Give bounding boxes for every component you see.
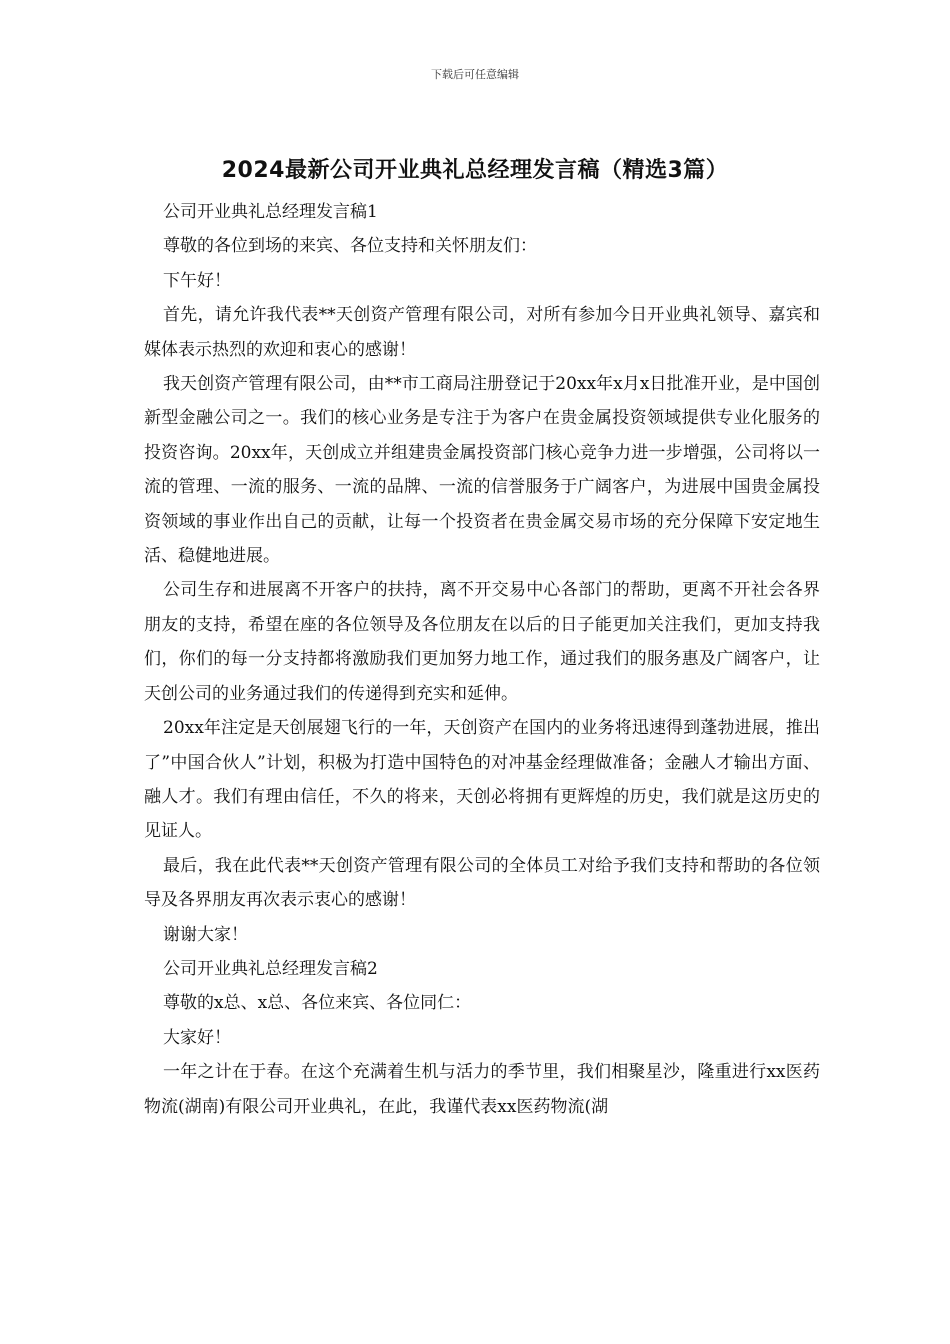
- paragraph: 20xx年注定是天创展翅飞行的一年，天创资产在国内的业务将迅速得到蓬勃进展，推出了”中国合伙人”计划，积极为打造中国特色的对冲基金经理做准备；金融人才输出方面、融人才。我们有理由信任，不久的将来，天创必将拥有更辉煌的历史，我们就是这历史的见证人。: [144, 718, 820, 842]
- paragraph: 首先，请允许我代表**天创资产管理有限公司，对所有参加今日开业典礼领导、嘉宾和媒体表示热烈的欢迎和衷心的感谢！: [144, 305, 820, 360]
- paragraph-heading-2: 公司开业典礼总经理发言稿2: [163, 958, 378, 979]
- paragraph-greeting-2: 大家好！: [163, 1027, 231, 1048]
- paragraph-closing-1: 谢谢大家！: [163, 924, 248, 945]
- document-body: [144, 195, 820, 1124]
- header-note: 下载后可任意编辑: [431, 68, 519, 81]
- document-title: 2024最新公司开业典礼总经理发言稿（精选3篇）: [221, 158, 729, 183]
- paragraph: 最后，我在此代表**天创资产管理有限公司的全体员工对给予我们支持和帮助的各位领导及各界朋友再次表示衷心的感谢！: [144, 855, 820, 911]
- paragraph: 我天创资产管理有限公司，由**市工商局注册登记于20xx年x月x日批准开业，是中国创新型金融公司之一。我们的核心业务是专注于为客户在贵金属投资领域提供专业化服务的投资咨询。20xx年，天创成立并组建贵金属投资部门核心竞争力进一步增强，公司将以一流的管理、一流的服务、一流的品牌、一流的信誉服务于广阔客户，为进展中国贵金属投资领域的事业作出自己的贡献，让每一个投资者在贵金属交易市场的充分保障下安定地生活、稳健地进展。: [144, 374, 820, 567]
- paragraph-heading-1: 公司开业典礼总经理发言稿1: [163, 202, 378, 222]
- paragraph-greeting-1: 下午好！: [163, 270, 231, 291]
- paragraph: 公司生存和进展离不开客户的扶持，离不开交易中心各部门的帮助，更离不开社会各界朋友的支持，希望在座的各位领导及各位朋友在以后的日子能更加关注我们，更加支持我们，你们的每一分支持都将激励我们更加努力地工作，通过我们的服务惠及广阔客户，让天创公司的业务通过我们的传递得到充实和延伸。: [144, 580, 820, 704]
- paragraph: 一年之计在于春。在这个充满着生机与活力的季节里，我们相聚星沙，隆重进行xx医药物流(湖南)有限公司开业典礼，在此，我谨代表xx医药物流(湖: [144, 1062, 820, 1117]
- paragraph-salutation-1: 尊敬的各位到场的来宾、各位支持和关怀朋友们：: [163, 236, 537, 257]
- paragraph-salutation-2: 尊敬的x总、x总、各位来宾、各位同仁：: [163, 993, 472, 1014]
